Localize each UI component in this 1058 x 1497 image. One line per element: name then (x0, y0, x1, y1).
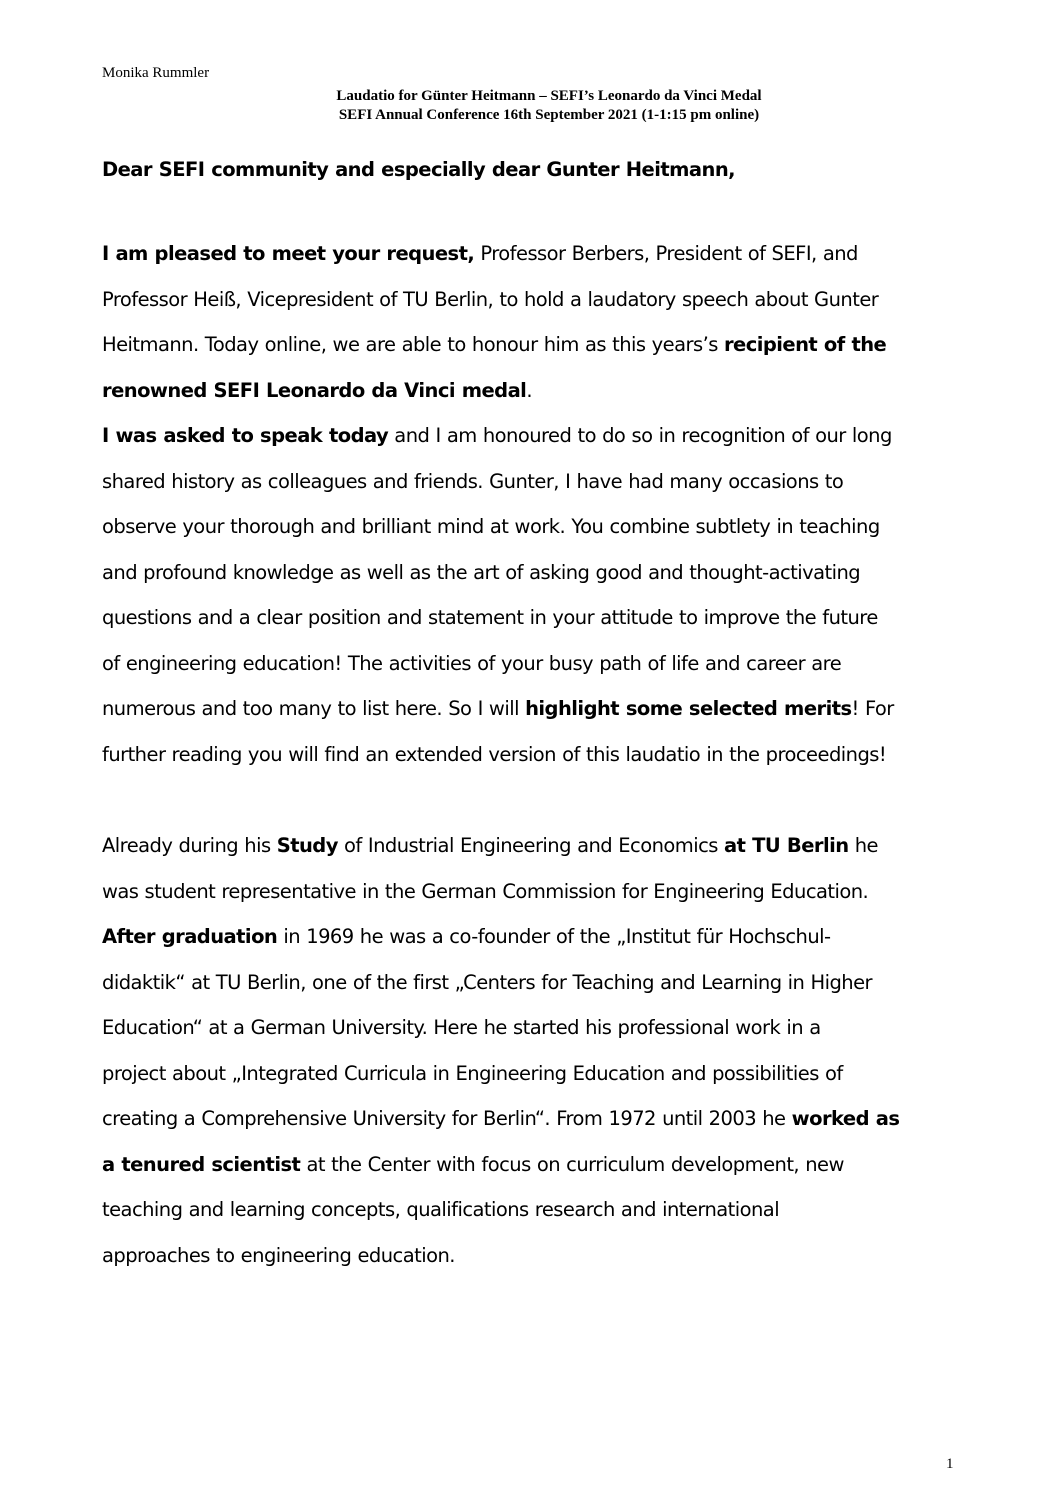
text-run: he (848, 834, 878, 857)
text-run: creating a Comprehensive University for Berlin“. From 1972 until 2003 he (102, 1107, 792, 1130)
text-run: numerous and too many to list here. So I will (102, 697, 526, 720)
page-number: 1 (946, 1456, 954, 1472)
bold-phrase: renowned SEFI Leonardo da Vinci medal (102, 378, 527, 402)
text-run: and I am honoured to do so in recognition of our long (388, 424, 892, 447)
bold-phrase: a tenured scientist (102, 1152, 301, 1176)
paragraph-1-line-7: observe your thorough and brilliant mind at work. You combine subtlety in teaching (102, 515, 880, 538)
paragraph-2-line-6: project about „Integrated Curricula in Engineering Education and possibilities of (102, 1061, 843, 1085)
text-run: Heitmann. Today online, we are able to honour him as this years’s (102, 333, 724, 356)
paragraph-2-line-1 (102, 823, 982, 869)
author-name: Monika Rummler (102, 65, 210, 81)
bold-phrase: recipient of the (723, 333, 887, 356)
bold-phrase: worked as (791, 1107, 900, 1130)
paragraph-1-line-1 (102, 231, 982, 277)
paragraph-2-line-10: approaches to engineering education. (102, 1243, 455, 1267)
document-title-line-2: SEFI Annual Conference 16th September 2021 (1-1:15 pm online) (338, 107, 760, 123)
paragraph-1-line-6: shared history as colleagues and friends. Gunter, I have had many occasions to (102, 469, 844, 493)
bold-phrase: I am pleased to meet your request, (102, 242, 475, 265)
paragraph-2-line-7 (102, 1096, 982, 1142)
paragraph-2-line-9: teaching and learning concepts, qualifications research and international (102, 1198, 780, 1221)
document-title-line-1: Laudatio for Günter Heitmann – SEFI’s Leonardo da Vinci Medal (336, 88, 762, 104)
bold-phrase: highlight some selected merits (525, 697, 852, 720)
text-run: in 1969 he was a co-founder of the „Institut für Hochschul- (277, 925, 831, 948)
bold-phrase: at TU Berlin (724, 834, 849, 857)
paragraph-2-line-4: didaktik“ at TU Berlin, one of the first „Centers for Teaching and Learning in Higher (102, 970, 873, 994)
paragraph-1-line-9: questions and a clear position and statement in your attitude to improve the future (102, 606, 878, 629)
text-run: at the Center with focus on curriculum development, new (300, 1152, 844, 1176)
paragraph-1-line-11 (102, 686, 982, 732)
paragraph-1-line-8: and profound knowledge as well as the art of asking good and thought-activating (102, 560, 861, 584)
paragraph-2-line-8 (102, 1142, 982, 1188)
bold-phrase: Study (276, 834, 338, 857)
paragraph-1-line-10: of engineering education! The activities of your busy path of life and career are (102, 651, 842, 675)
paragraph-1-line-4 (102, 368, 982, 414)
text-run: Professor Berbers, President of SEFI, and (474, 242, 858, 265)
paragraph-1 (102, 231, 982, 777)
text-run: . (526, 378, 532, 402)
text-run: of Industrial Engineering and Economics (337, 834, 725, 857)
paragraph-2-line-2: was student representative in the German Commission for Engineering Education. (102, 879, 869, 903)
salutation: Dear SEFI community and especially dear Gunter Heitmann, (102, 158, 736, 181)
bold-phrase: I was asked to speak today (102, 424, 389, 447)
paragraph-1-line-5 (102, 413, 982, 459)
bold-phrase: After graduation (102, 925, 278, 948)
text-run: Already during his (102, 834, 277, 857)
paragraph-1-line-3 (102, 322, 982, 368)
paragraph-1-line-2: Professor Heiß, Vicepresident of TU Berlin, to hold a laudatory speech about Gunter (102, 287, 879, 311)
text-run: ! For (851, 697, 894, 720)
paragraph-2 (102, 823, 982, 1278)
paragraph-2-line-3 (102, 914, 982, 960)
paragraph-1-line-12: further reading you will find an extended version of this laudatio in the proceedings! (102, 742, 887, 766)
paragraph-2-line-5: Education“ at a German University. Here he started his professional work in a (102, 1016, 821, 1039)
